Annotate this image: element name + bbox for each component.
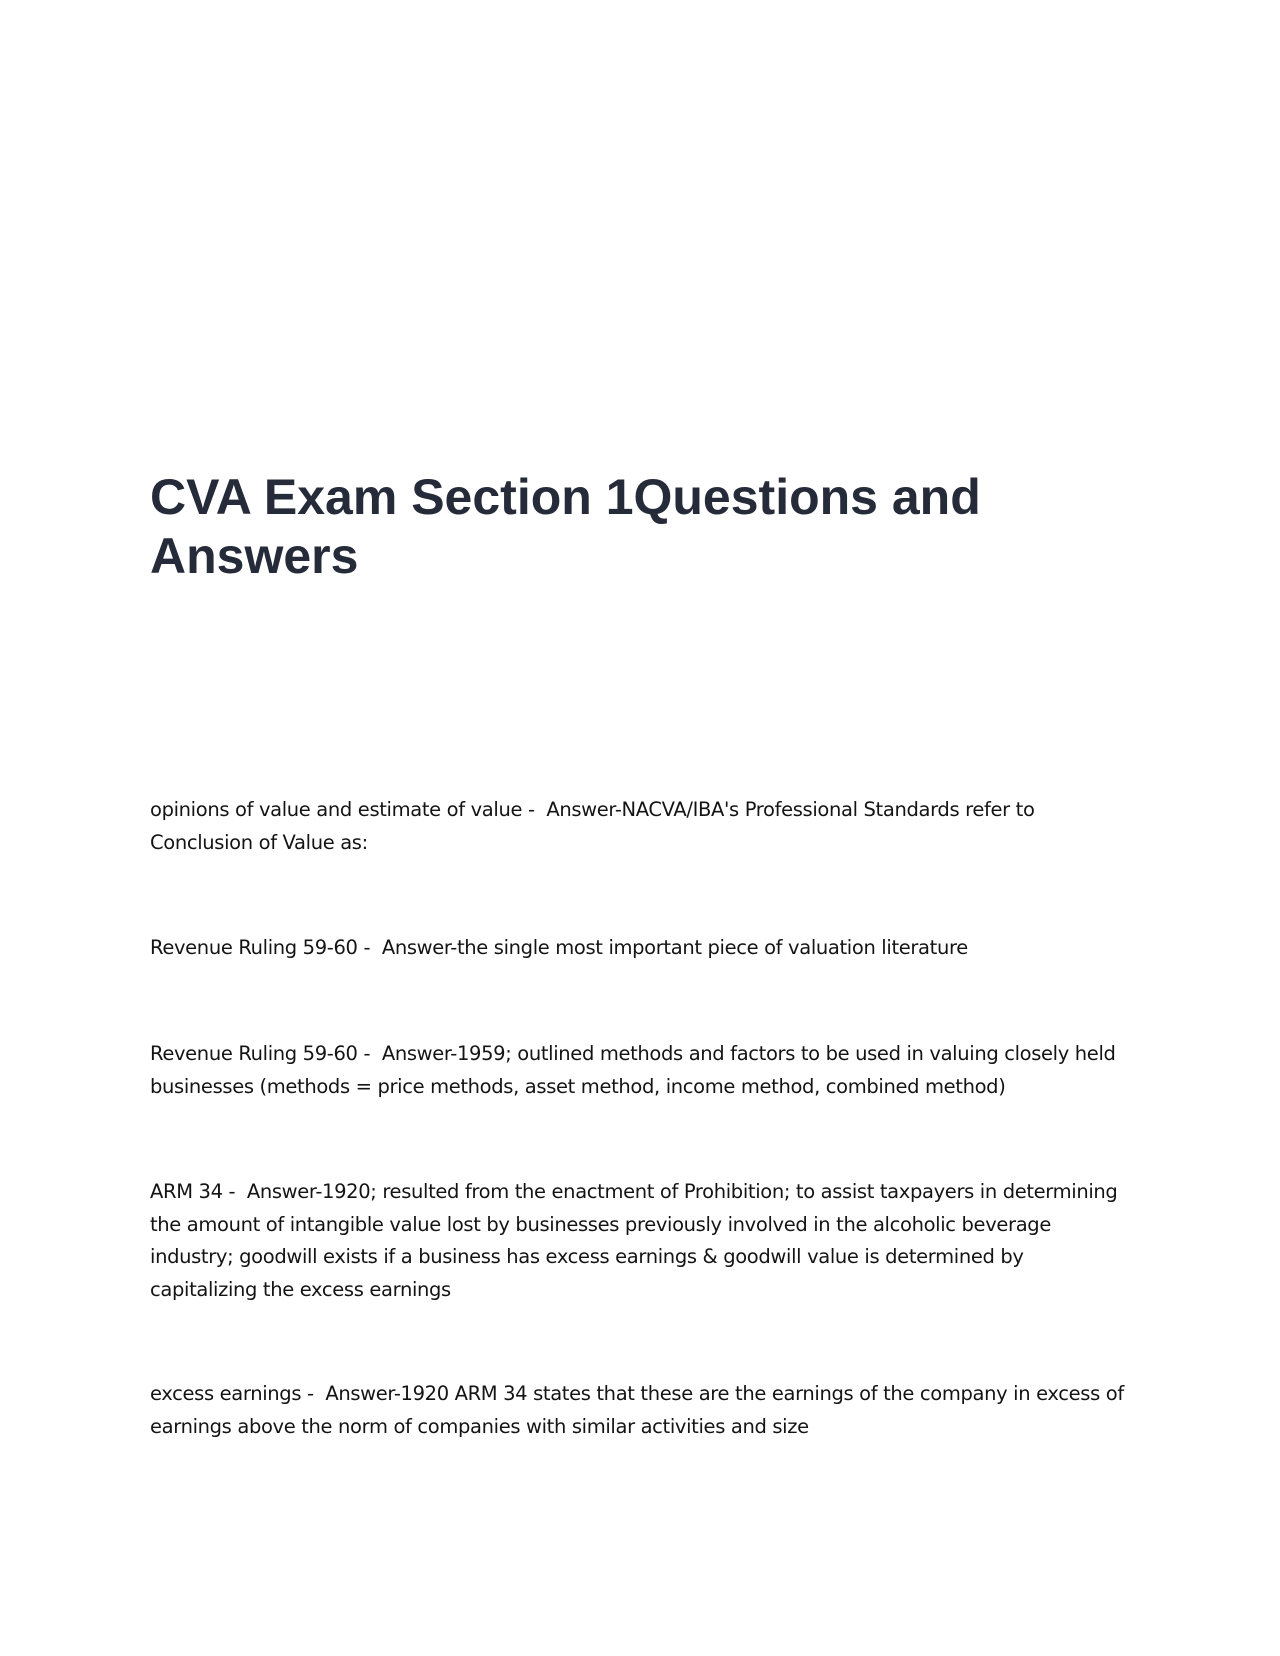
qa-term: ARM 34 <box>150 1180 223 1203</box>
qa-term: excess earnings <box>150 1382 302 1405</box>
qa-term: opinions of value and estimate of value <box>150 798 523 821</box>
qa-item <box>150 1176 1130 1306</box>
qa-separator: - <box>222 1180 247 1203</box>
qa-answer: Answer-1920 ARM 34 states that these are the earnings of the company in excess of earnings above the norm of companies with similar activities and size <box>150 1382 1124 1438</box>
qa-answer: Answer-NACVA/IBA's Professional Standards refer to Conclusion of Value as: <box>150 798 1035 854</box>
qa-term: Revenue Ruling 59-60 <box>150 936 358 959</box>
document-title: CVA Exam Section 1Questions and Answers <box>150 469 981 584</box>
qa-answer: Answer-1959; outlined methods and factors to be used in valuing closely held businesses (methods = price methods, asset method, income method, combined method) <box>150 1042 1116 1098</box>
qa-separator: - <box>357 936 382 959</box>
qa-item <box>150 932 1130 965</box>
qa-term: Revenue Ruling 59-60 <box>150 1042 358 1065</box>
qa-separator: - <box>522 798 547 821</box>
qa-separator: - <box>301 1382 326 1405</box>
qa-answer: Answer-the single most important piece of valuation literature <box>381 936 968 959</box>
qa-item <box>150 1378 1130 1443</box>
qa-item <box>150 794 1130 859</box>
qa-separator: - <box>357 1042 382 1065</box>
qa-item <box>150 1038 1130 1103</box>
qa-answer: Answer-1920; resulted from the enactment of Prohibition; to assist taxpayers in determining the amount of intangible value lost by businesses previously involved in the alcoholic beverage industry; goodwill exists if a business has excess earnings & goodwill value is determined by capitalizing the excess earnings <box>150 1180 1118 1301</box>
